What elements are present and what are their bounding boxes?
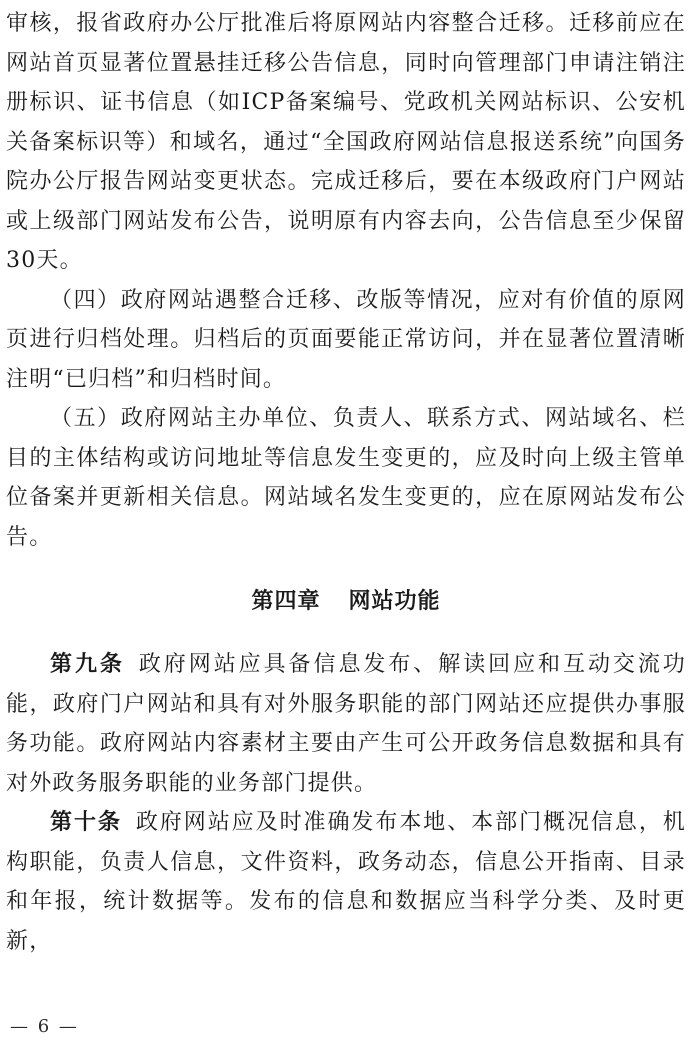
article-ten	[6, 803, 686, 961]
article-ten-label: 第十条	[50, 810, 122, 835]
chapter-number: 第四章	[251, 589, 321, 614]
page-number: — 6 —	[10, 1016, 79, 1037]
document-body	[6, 4, 686, 961]
article-ten-text: 政府网站应及时准确发布本地、本部门概况信息，机构职能，负责人信息，文件资料，政务动态，信息公开指南、目录和年报，统计数据等。发布的信息和数据应当科学分类、及时更新，	[6, 810, 686, 954]
paragraph-item-five: （五）政府网站主办单位、负责人、联系方式、网站域名、栏目的主体结构或访问地址等信息发生变更的，应及时向上级主管单位备案并更新相关信息。网站域名发生变更的，应在原网站发布公告。	[6, 406, 686, 550]
paragraph-item-four: （四）政府网站遇整合迁移、改版等情况，应对有价值的原网页进行归档处理。归档后的页面要能正常访问，并在显著位置清晰注明“已归档”和归档时间。	[6, 287, 686, 392]
chapter-title: 网站功能	[348, 589, 441, 614]
chapter-heading	[6, 587, 686, 617]
paragraph-migration-continued: 审核，报省政府办公厅批准后将原网站内容整合迁移。迁移前应在网站首页显著位置悬挂迁移公告信息，同时向管理部门申请注销注册标识、证书信息（如ICP备案编号、党政机关网站标识、公安机关备案标识等）和域名，通过“全国政府网站信息报送系统”向国务院办公厅报告网站变更状态。完成迁移后，要在本级政府门户网站或上级部门网站发布公告，说明原有内容去向，公告信息至少保留30天。	[6, 11, 686, 273]
article-nine-text: 政府网站应具备信息发布、解读回应和互动交流功能，政府门户网站和具有对外服务职能的部门网站还应提供办事服务功能。政府网站内容素材主要由产生可公开政务信息数据和具有对外政务服务职能的业务部门提供。	[6, 652, 686, 796]
article-nine	[6, 645, 686, 803]
article-nine-label: 第九条	[50, 652, 125, 677]
